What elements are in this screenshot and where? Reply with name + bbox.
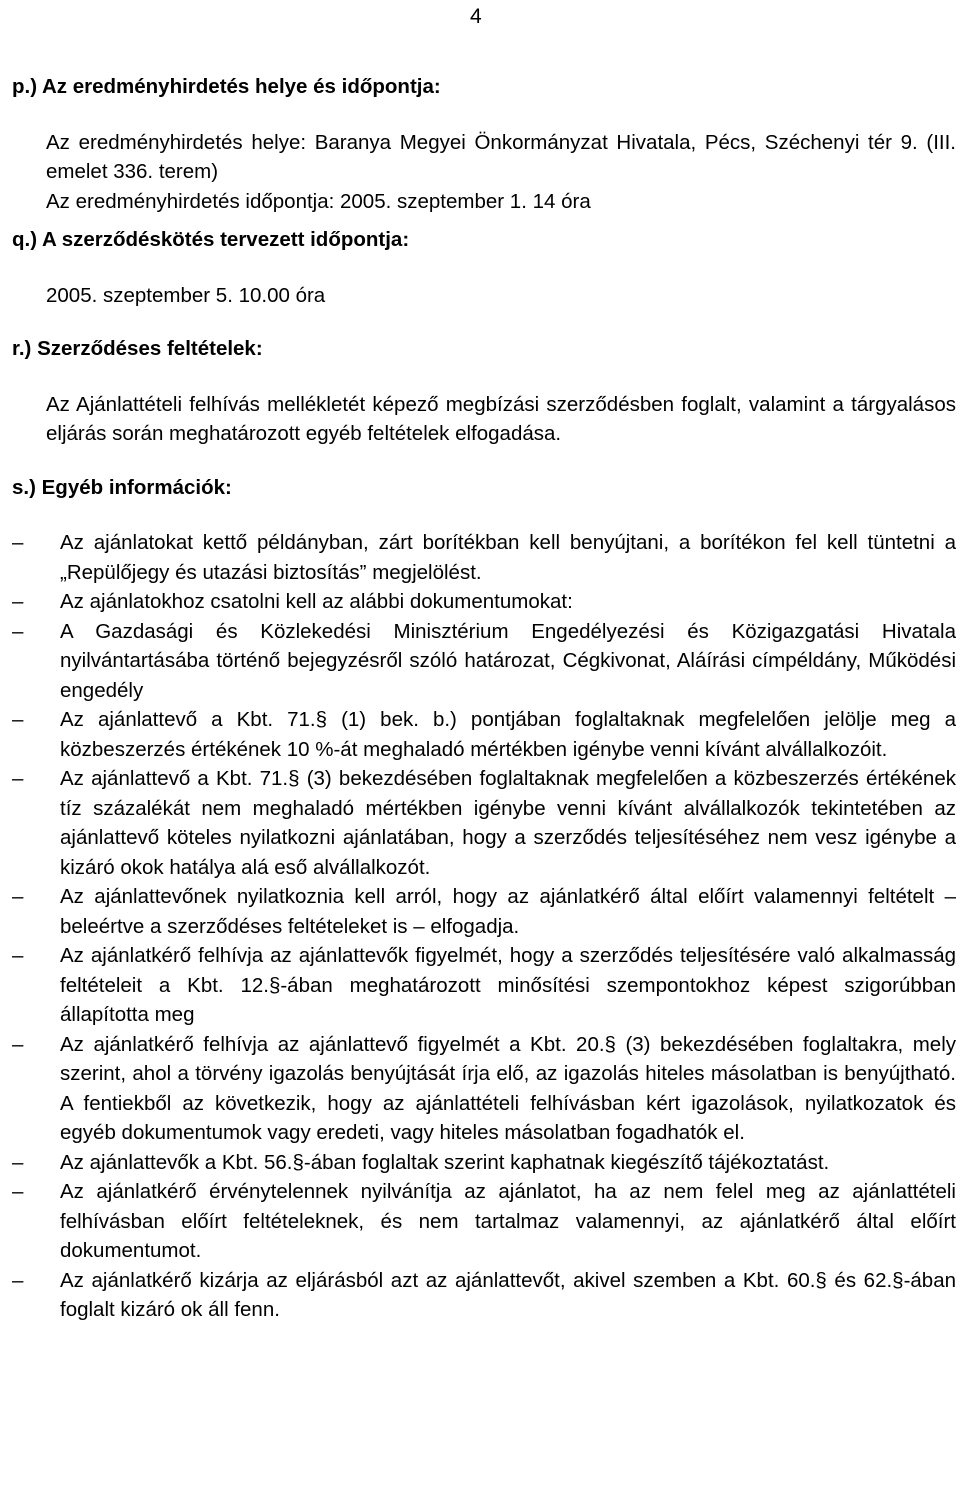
contract-date: 2005. szeptember 5. 10.00 óra [46,283,326,307]
dash-bullet: – [12,1268,24,1292]
section-heading-r: r.) Szerződéses feltételek: [12,337,263,360]
dash-bullet: – [12,619,24,643]
announcement-time: Az eredményhirdetés időpontja: 2005. szeptember 1. 14 óra [46,189,591,213]
list-item: – Az ajánlatkérő érvénytelennek nyilvánítja az ajánlatot, ha az nem felel meg az ajánlattételi felhívásban előírt feltételeknek, és nem tartalmaz valamennyi, az ajánlatkérő által előírt dokumentumot. [12,1177,956,1266]
dash-bullet: – [12,885,24,908]
list-item: – Az ajánlatokat kettő példányban, zárt borítékban kell benyújtani, a borítékon fel kell tüntetni a „Repülőjegy és utazási biztosítás” megjelölést. [12,528,956,587]
document-body [12,72,956,1325]
list-item: – Az ajánlattevők a Kbt. 56.§-ában foglaltak szerint kaphatnak kiegészítő tájékoztatást. [12,1148,956,1178]
dash-bullet: – [12,1150,24,1174]
list-item: – Az ajánlatkérő felhívja az ajánlattevő figyelmét a Kbt. 20.§ (3) bekezdésében foglaltakra, mely szerint, ahol a törvény igazolás benyújtását írja elő, az igazolás hiteles másolatban is benyújtható. A fentiekből az következik, hogy az ajánlattételi felhívásban kért igazolások, nyilatkozatok és egyéb dokumentumok vagy eredeti, vagy hiteles másolatban fogadhatók el. [12,1030,956,1148]
section-heading-s: s.) Egyéb információk: [12,475,232,499]
dash-bullet: – [12,708,24,731]
dash-bullet: – [12,767,24,790]
list-item: – Az ajánlattevőnek nyilatkoznia kell arról, hogy az ajánlatkérő által előírt valamennyi feltételt – beleértve a szerződéses feltételeket is – elfogadja. [12,882,956,941]
list-item: – A Gazdasági és Közlekedési Minisztérium Engedélyezési és Közigazgatási Hivatala nyilvántartásába történő bejegyzésről szóló határozat, Cégkivonat, Aláírási címpéldány, Működési engedély [12,617,956,706]
list-item: – Az ajánlattevő a Kbt. 71.§ (1) bek. b.) pontjában foglaltaknak megfelelően jelölje meg a közbeszerzés értékének 10 %-át meghaladó mértékben igénybe venni kívánt alvállalkozóit. [12,705,956,764]
contract-conditions: Az Ajánlattételi felhívás mellékletét képező megbízási szerződésben foglalt, valamint a tárgyalásos eljárás során meghatározott egyéb feltételek elfogadása. [46,392,956,445]
list-item: – Az ajánlatokhoz csatolni kell az alábbi dokumentumokat: [12,587,956,617]
dash-bullet: – [12,531,24,554]
dash-bullet: – [12,1180,24,1203]
list-item: – Az ajánlattevő a Kbt. 71.§ (3) bekezdésében foglaltaknak megfelelően a közbeszerzés értékének tíz százalékát nem meghaladó mértékben igénybe venni kívánt alvállalkozók tekintetében az ajánlattevő köteles nyilatkozni ajánlatában, hogy a szerződés teljesítéséhez nem vesz igénybe a kizáró okok hatálya alá eső alvállalkozót. [12,764,956,882]
section-heading-p: p.) Az eredményhirdetés helye és időpontja: [12,75,441,98]
page-number: 4 [470,5,482,28]
list-item: – Az ajánlatkérő kizárja az eljárásból azt az ajánlattevőt, akivel szemben a Kbt. 60.§ és 62.§-ában foglalt kizáró ok áll fenn. [12,1266,956,1325]
info-list [12,528,956,1325]
announcement-place: Az eredményhirdetés helye: Baranya Megyei Önkormányzat Hivatala, Pécs, Széchenyi tér 9. (III. emelet 336. terem) [46,130,956,183]
dash-bullet: – [12,944,24,967]
dash-bullet: – [12,590,24,613]
list-item: – Az ajánlatkérő felhívja az ajánlattevők figyelmét, hogy a szerződés teljesítésére való alkalmasság feltételeit a Kbt. 12.§-ában meghatározott minősítési szempontokhoz képest szigorúbban állapította meg [12,941,956,1030]
section-heading-q: q.) A szerződéskötés tervezett időpontja: [12,228,410,251]
dash-bullet: – [12,1032,24,1056]
